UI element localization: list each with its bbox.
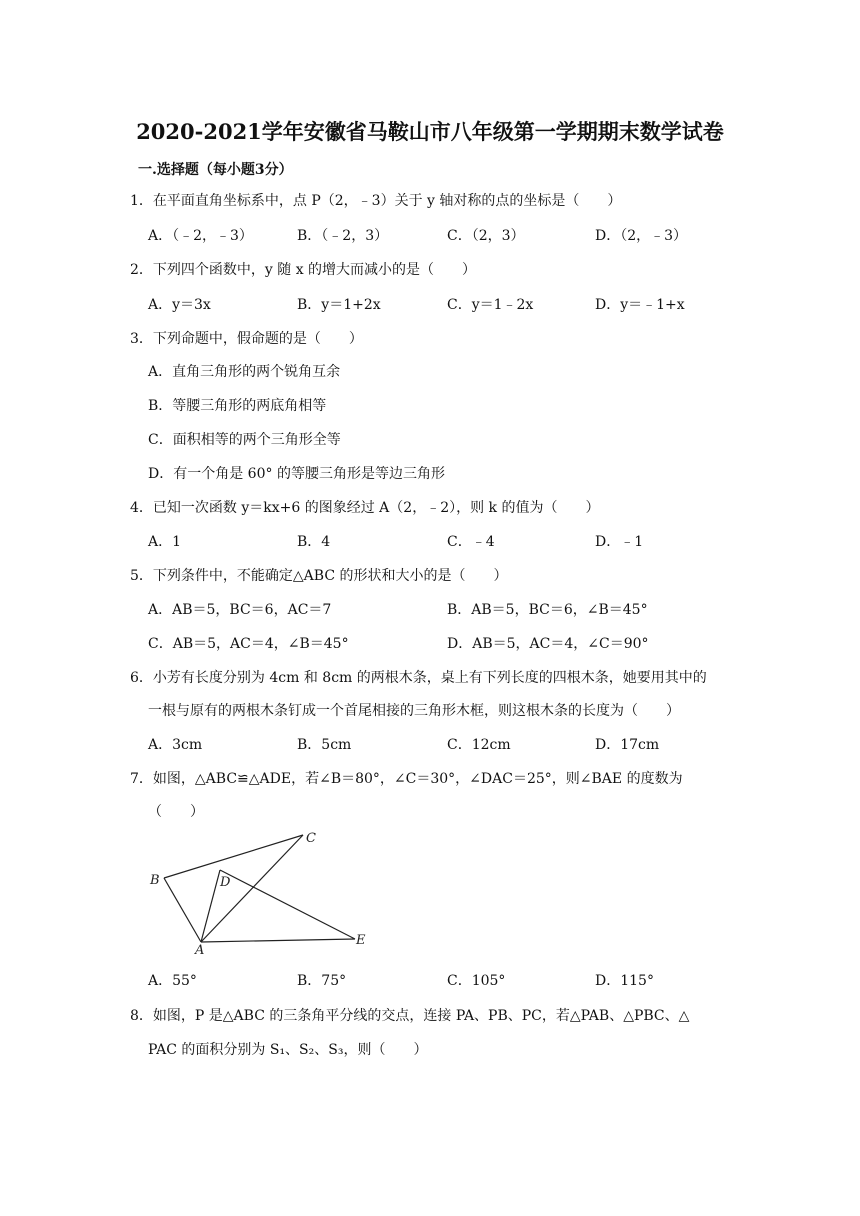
question-3-option-a: A．直角三角形的两个锐角互余	[148, 364, 341, 380]
question-2-option-c: C．y＝1﹣2x	[447, 297, 534, 313]
triangle-figure	[140, 822, 380, 962]
segment-ba	[164, 878, 201, 942]
question-4-option-d: D．﹣1	[595, 534, 644, 550]
question-1-stem: 1．在平面直角坐标系中，点 P（2，﹣3）关于 y 轴对称的点的坐标是（ ）	[130, 193, 622, 209]
label-a: A	[195, 943, 205, 958]
question-1-option-b: B．（﹣2，3）	[297, 228, 389, 244]
question-4-stem: 4．已知一次函数 y＝kx+6 的图象经过 A（2，﹣2），则 k 的值为（ ）	[130, 500, 600, 516]
question-7-option-d: D．115°	[595, 973, 654, 989]
question-6-option-a: A．3cm	[148, 737, 203, 753]
question-1-option-a: A．（﹣2，﹣3）	[148, 228, 253, 244]
question-6-stem-line-1: 6．小芳有长度分别为 4cm 和 8cm 的两根木条，桌上有下列长度的四根木条，她要用其中的	[130, 670, 707, 686]
question-5-stem: 5．下列条件中，不能确定△ABC 的形状和大小的是（ ）	[130, 568, 508, 584]
question-7-option-c: C．105°	[447, 973, 506, 989]
label-c: C	[306, 831, 316, 846]
question-3-option-c: C．面积相等的两个三角形全等	[148, 432, 341, 448]
question-4-option-c: C．﹣4	[447, 534, 495, 550]
question-2-stem: 2．下列四个函数中，y 随 x 的增大而减小的是（ ）	[130, 262, 477, 278]
question-2-option-d: D．y＝﹣1+x	[595, 297, 685, 313]
question-3-stem: 3．下列命题中，假命题的是（ ）	[130, 331, 363, 347]
question-5-option-b: B．AB＝5，BC＝6，∠B＝45°	[447, 602, 648, 618]
question-7-stem-line-2: （ ）	[148, 804, 204, 820]
label-e: E	[356, 933, 366, 948]
question-3-option-d: D．有一个角是 60° 的等腰三角形是等边三角形	[148, 466, 445, 482]
question-6-option-b: B．5cm	[297, 737, 352, 753]
label-b: B	[150, 873, 160, 888]
question-4-option-a: A．1	[148, 534, 182, 550]
section-heading: 一.选择题（每小题3分）	[138, 162, 293, 178]
question-7-stem-line-1: 7．如图，△ABC≌△ADE，若∠B＝80°，∠C＝30°，∠DAC＝25°，则∠BAE 的度数为	[130, 771, 683, 787]
page-title: 2020-2021学年安徽省马鞍山市八年级第一学期期末数学试卷	[136, 119, 724, 144]
question-1-option-c: C．（2，3）	[447, 228, 525, 244]
label-d: D	[220, 875, 231, 890]
question-6-option-d: D．17cm	[595, 737, 660, 753]
question-4-option-b: B．4	[297, 534, 331, 550]
question-5-option-c: C．AB＝5，AC＝4，∠B＝45°	[148, 636, 349, 652]
question-6-option-c: C．12cm	[447, 737, 511, 753]
question-8-stem-line-2: PAC 的面积分别为 S₁、S₂、S₃，则（ ）	[148, 1042, 428, 1058]
question-1-option-d: D．（2，﹣3）	[595, 228, 688, 244]
question-5-option-d: D．AB＝5，AC＝4，∠C＝90°	[447, 636, 649, 652]
question-7-option-a: A．55°	[148, 973, 197, 989]
question-3-option-b: B．等腰三角形的两底角相等	[148, 398, 327, 414]
question-6-stem-line-2: 一根与原有的两根木条钉成一个首尾相接的三角形木框，则这根木条的长度为（ ）	[148, 703, 680, 719]
question-7-option-b: B．75°	[297, 973, 347, 989]
segment-ae	[201, 939, 355, 942]
question-2-option-b: B．y＝1+2x	[297, 297, 381, 313]
question-8-stem-line-1: 8．如图，P 是△ABC 的三条角平分线的交点，连接 PA、PB、PC，若△PAB、△PBC、△	[130, 1008, 690, 1024]
segment-de	[220, 870, 355, 939]
question-5-option-a: A．AB＝5，BC＝6，AC＝7	[148, 602, 332, 618]
question-2-option-a: A．y＝3x	[148, 297, 211, 313]
